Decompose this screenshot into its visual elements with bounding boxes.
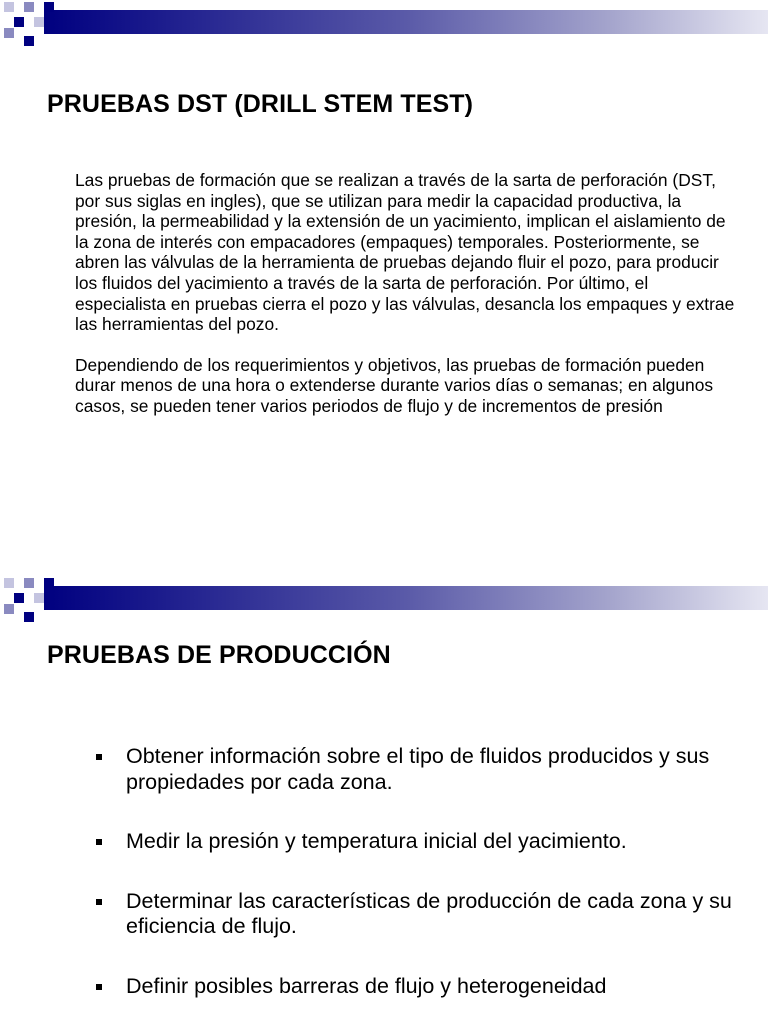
list-item (96, 744, 736, 795)
slide-title: PRUEBAS DST (DRILL STEM TEST) (47, 90, 474, 118)
decor-square (44, 2, 54, 12)
bullet-square-icon (96, 839, 102, 845)
list-item-text: Obtener información sobre el tipo de fluidos producidos y sus propiedades por cada zona. (126, 744, 710, 794)
decor-square (4, 2, 14, 12)
decor-square (14, 593, 24, 603)
slide-title: PRUEBAS DE PRODUCCIÓN (47, 641, 391, 669)
decor-square (4, 604, 14, 614)
list-item (96, 889, 736, 940)
slide-header-band (0, 576, 768, 624)
decor-square (14, 17, 24, 27)
list-item-text: Definir posibles barreras de flujo y heterogeneidad (126, 973, 607, 998)
list-item (96, 829, 736, 855)
list-item (96, 974, 736, 1000)
decor-square (24, 36, 34, 46)
list-item-text: Medir la presión y temperatura inicial del yacimiento. (126, 829, 627, 853)
slide-header-band (0, 0, 768, 48)
decor-square (4, 578, 14, 588)
header-gradient-bar (44, 586, 768, 610)
decor-square (34, 17, 44, 27)
body-paragraph: Las pruebas de formación que se realizan a través de la sarta de perforación (DST, por sus siglas en ingles), que se utilizan para medir la capacidad productiva, la presión, la permeabilidad y la extensión de un yacimiento, implican el aislamiento de la zona de interés con empacadores (empaques) temporales. Posteriormente, se abren las válvulas de la herramienta de pruebas dejando fluir el pozo, para producir los fluidos del yacimiento a través de la sarta de perforación. Por último, el especialista en pruebas cierra el pozo y las válvulas, desancla los empaques y extrae las herramientas del pozo. (75, 170, 735, 335)
decor-square (34, 593, 44, 603)
body-paragraph: Dependiendo de los requerimientos y objetivos, las pruebas de formación pueden durar menos de una hora o extenderse durante varios días o semanas; en algunos casos, se pueden tener varios periodos de flujo y de incrementos de presión (75, 354, 714, 416)
decor-square (24, 2, 34, 12)
list-item-text: Determinar las características de producción de cada zona y su eficiencia de flujo. (126, 888, 732, 938)
bullet-list (96, 744, 736, 1024)
slide-body (75, 170, 735, 437)
slide-pruebas-produccion (0, 576, 768, 1024)
decor-square (44, 578, 54, 588)
decor-square (24, 612, 34, 622)
header-gradient-bar (44, 10, 768, 34)
bullet-square-icon (96, 754, 102, 760)
bullet-square-icon (96, 984, 102, 990)
decor-square (24, 578, 34, 588)
decor-square (4, 28, 14, 38)
bullet-square-icon (96, 899, 102, 905)
